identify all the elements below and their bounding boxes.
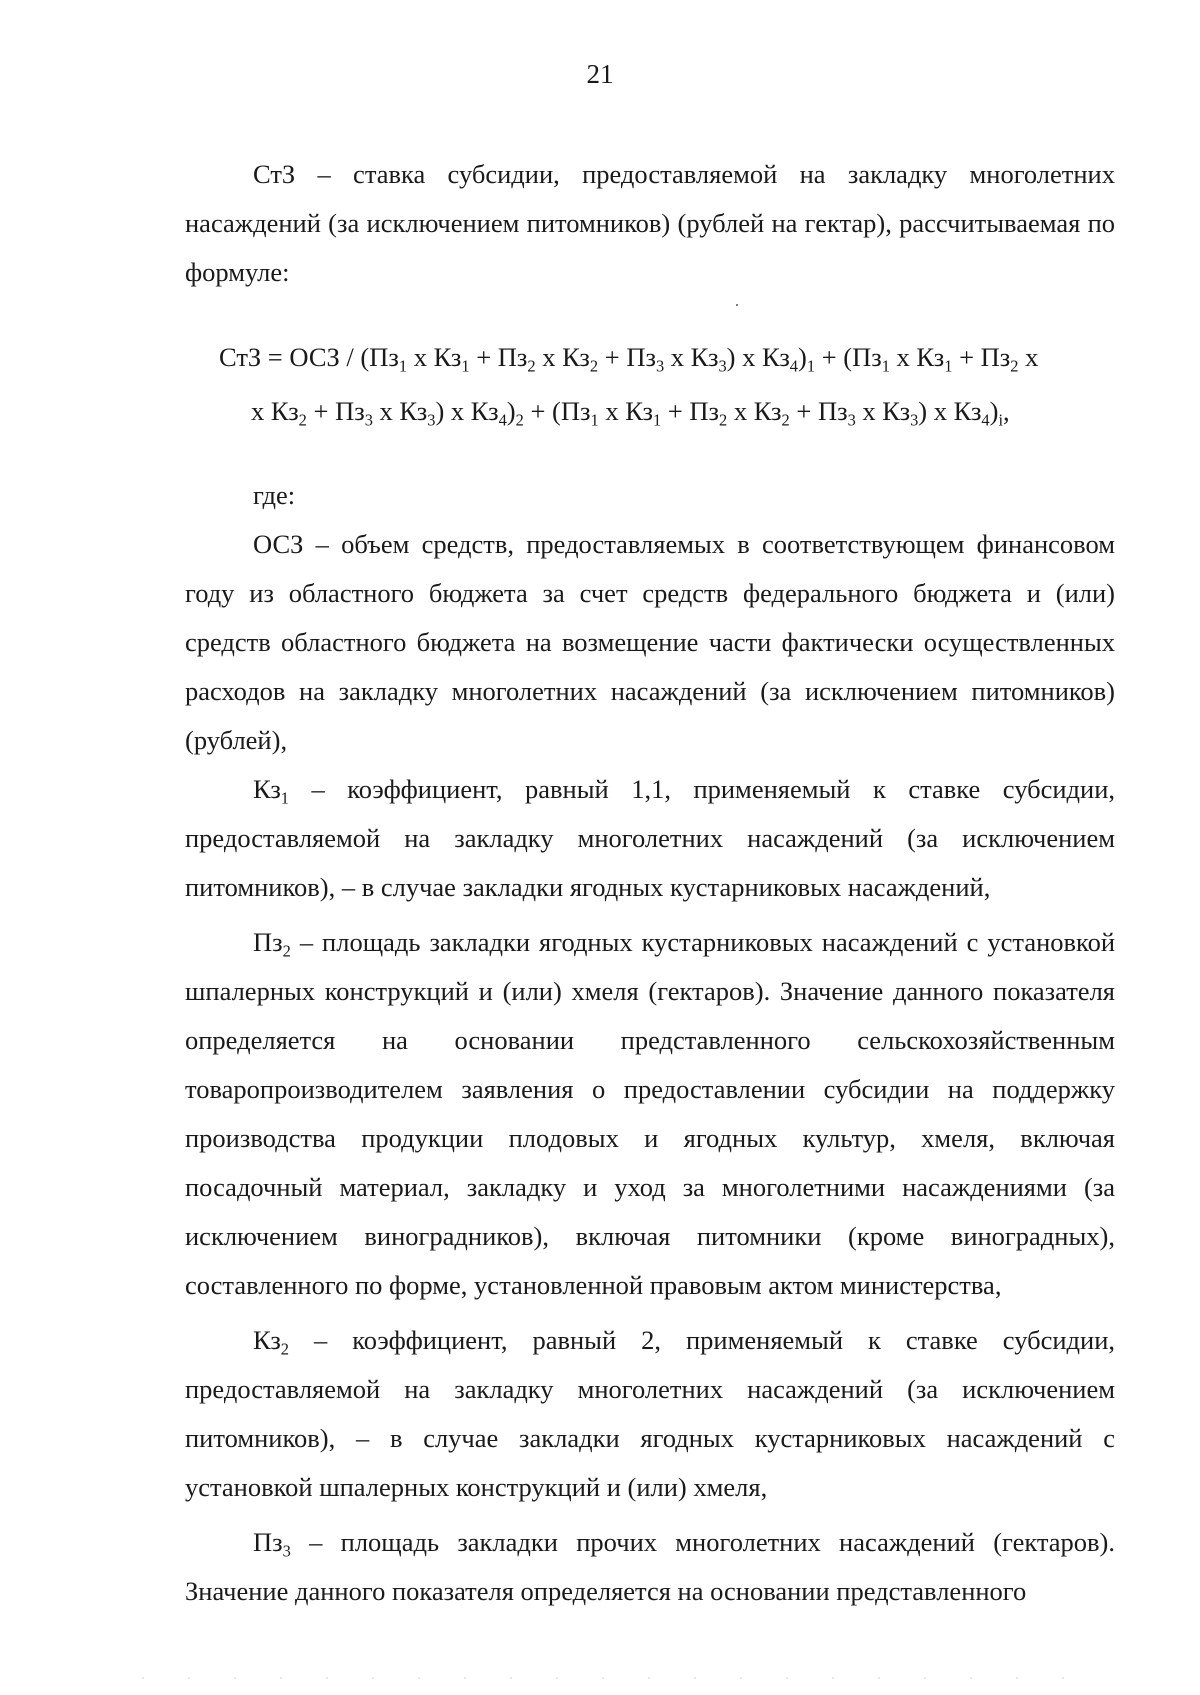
scan-bottom-noise	[120, 1676, 1080, 1680]
formula-subscript: 2	[781, 410, 790, 430]
formula-subscript: 2	[1010, 356, 1019, 376]
formula-text: + Пз	[952, 342, 1011, 372]
pz2-symbol: Пз	[253, 927, 283, 957]
pz3-text: – площадь закладки прочих многолетних насаждений (гектаров). Значение данного показателя определяется на основании представленного	[185, 1527, 1115, 1606]
formula-text: ) х Кз	[435, 396, 499, 426]
formula-subscript: 2	[298, 410, 307, 430]
kz1-symbol: Кз	[253, 774, 281, 804]
formula-text: СтЗ = ОСЗ / (Пз	[219, 342, 399, 372]
formula-subscript: 3	[718, 356, 727, 376]
pz2-subscript: 2	[282, 941, 291, 961]
rate-formula	[185, 330, 1115, 438]
pz2-definition-paragraph	[185, 918, 1115, 1310]
formula-text: х	[1018, 342, 1039, 372]
formula-line-2	[185, 384, 1115, 438]
formula-text: ) х Кз	[918, 396, 982, 426]
formula-text: х Кз	[407, 342, 462, 372]
formula-subscript: 1	[461, 356, 470, 376]
formula-subscript: 2	[527, 356, 536, 376]
formula-subscript: 1	[590, 410, 599, 430]
formula-subscript: 3	[655, 356, 665, 376]
page-number: 21	[586, 59, 614, 89]
formula-subscript: 4	[789, 356, 799, 376]
formula-text: х Кз	[889, 342, 945, 372]
formula-text: )	[798, 342, 807, 372]
document-body	[185, 150, 1115, 1616]
formula-text: + (Пз	[523, 396, 591, 426]
formula-text: х Кз	[664, 342, 719, 372]
formula-subscript: 4	[981, 410, 990, 430]
pz3-definition-paragraph	[185, 1518, 1115, 1616]
kz2-subscript: 2	[280, 1339, 290, 1359]
kz2-symbol: Кз	[253, 1325, 281, 1355]
formula-text: х Кз	[598, 396, 653, 426]
formula-text: + Пз	[598, 342, 656, 372]
pz2-text: – площадь закладки ягодных кустарниковых насаждений с установкой шпалерных конструкций и (или) хмеля (гектаров). Значение данного показателя определяется на основании представленного сельскохозяйственным товаропроизводителем заявления о предоставлении субсидии на поддержку производства продукции плодовых и ягодных культур, хмеля, включая посадочный материал, закладку и уход за многолетними насаждениями (за исключением виноградников), включая питомники (кроме виноградных), составленного по форме, установленной правовым актом министерства,	[185, 927, 1115, 1300]
formula-subscript: 3	[427, 410, 436, 430]
formula-text: ,	[1003, 396, 1010, 426]
formula-text: ) х Кз	[726, 342, 790, 372]
where-label: где:	[253, 480, 296, 510]
pz3-subscript: 3	[282, 1541, 291, 1561]
formula-subscript: i	[998, 410, 1004, 430]
formula-text: + Пз	[306, 396, 365, 426]
formula-text: х Кз	[855, 396, 911, 426]
formula-text: )	[506, 396, 516, 426]
formula-text: + Пз	[469, 342, 528, 372]
formula-text: х Кз	[372, 396, 428, 426]
formula-subscript: 3	[847, 410, 856, 430]
formula-text: х Кз	[727, 396, 782, 426]
kz1-definition-paragraph	[185, 765, 1115, 912]
formula-subscript: 2	[719, 410, 728, 430]
osz-definition-paragraph: ОСЗ – объем средств, предоставляемых в соответствующем финансовом году из областного бюджета за счет средств федерального бюджета и (или) средств областного бюджета на возмещение части фактически осуществленных расходов на закладку многолетних насаждений (за исключением питомников) (рублей),	[185, 529, 1115, 755]
pz3-symbol: Пз	[253, 1527, 283, 1557]
formula-text: х Кз	[535, 342, 590, 372]
formula-text: х Кз	[251, 396, 299, 426]
formula-text: + Пз	[661, 396, 720, 426]
formula-subscript: 1	[398, 356, 408, 376]
formula-text: + Пз	[789, 396, 848, 426]
kz2-definition-paragraph	[185, 1316, 1115, 1512]
formula-subscript: 1	[944, 356, 953, 376]
formula-subscript: 1	[881, 356, 890, 376]
kz1-text: – коэффициент, равный 1,1, применяемый к ставке субсидии, предоставляемой на закладку многолетних насаждений (за исключением питомников), – в случае закладки ягодных кустарниковых насаждений,	[185, 774, 1115, 902]
formula-subscript: 1	[806, 356, 816, 376]
formula-line-1	[185, 330, 1115, 384]
formula-subscript: 1	[652, 410, 662, 430]
formula-subscript: 3	[910, 410, 919, 430]
formula-subscript: 2	[589, 356, 599, 376]
kz1-subscript: 1	[280, 788, 290, 808]
rate-definition-paragraph: СтЗ – ставка субсидии, предоставляемой на закладку многолетних насаждений (за исключением питомников) (рублей на гектар), рассчитываемая по формуле:	[185, 159, 1115, 287]
kz2-text: – коэффициент, равный 2, применяемый к ставке субсидии, предоставляемой на закладку многолетних насаждений (за исключением питомников), – в случае закладки ягодных кустарниковых насаждений с установкой шпалерных конструкций и (или) хмеля,	[185, 1325, 1115, 1502]
formula-text: )	[989, 396, 999, 426]
formula-subscript: 4	[498, 410, 507, 430]
formula-text: + (Пз	[815, 342, 882, 372]
formula-subscript: 3	[364, 410, 373, 430]
formula-subscript: 2	[515, 410, 524, 430]
